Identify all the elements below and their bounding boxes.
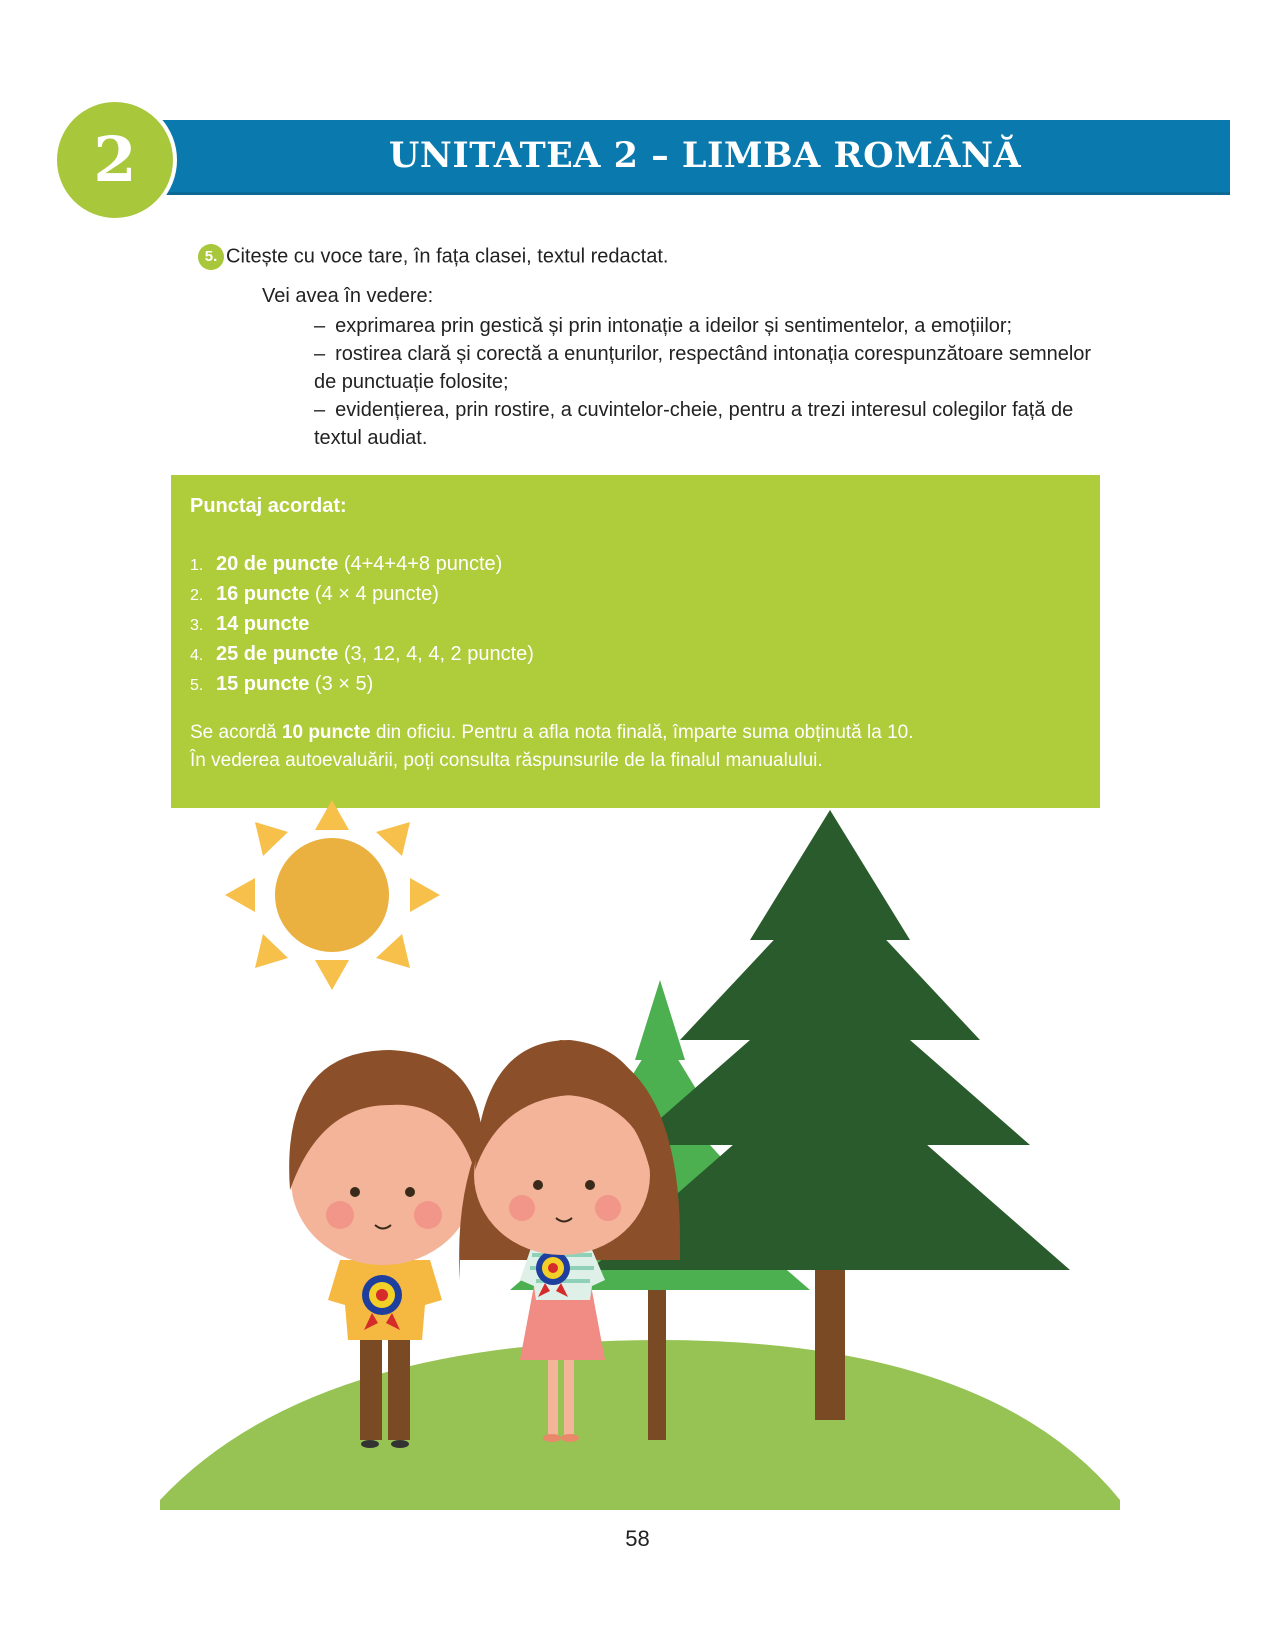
scoring-title: Punctaj acordat:: [190, 495, 347, 517]
unit-header-bar: [150, 120, 1230, 195]
task-number-badge: 5.: [198, 244, 224, 270]
scoring-note: Se acordă 10 puncte din oficiu. Pentru a afla nota finală, împarte suma obținută la 10. În vederea autoevaluării, poți consulta răspunsurile de la finalul manualului.: [190, 722, 914, 771]
sun-icon: [225, 800, 440, 990]
scoring-box: [171, 475, 1100, 808]
task-5: [198, 244, 668, 270]
page-number: 58: [625, 1526, 650, 1551]
task-text: Citește cu voce tare, în fața clasei, textul redactat.: [226, 245, 669, 268]
unit-number: 2: [93, 123, 137, 196]
consider-list: [314, 312, 1114, 452]
list-item: 1. 20 de puncte (4+4+4+8 puncte): [190, 553, 503, 575]
hill: [160, 1340, 1120, 1510]
consider-intro: Vei avea în vedere:: [262, 285, 434, 307]
list-item: – exprimarea prin gestică și prin intonație a ideilor și sentimentelor, a emoțiilor;: [314, 315, 1013, 337]
unit-number-badge: [53, 98, 177, 222]
unit-title: UNITATEA 2 – LIMBA ROMÂNĂ: [388, 135, 1022, 176]
list-item: 5. 15 puncte (3 × 5): [190, 673, 374, 695]
list-item: 2. 16 puncte (4 × 4 puncte): [190, 583, 439, 605]
list-item: 3. 14 puncte: [190, 613, 310, 635]
list-item: – evidențierea, prin rostire, a cuvintelor-cheie, pentru a trezi interesul colegilor față de textul audiat.: [314, 399, 1074, 449]
children-forest-illustration: [160, 800, 1120, 1510]
list-item: 4. 25 de puncte (3, 12, 4, 4, 2 puncte): [190, 643, 534, 665]
scoring-list: [190, 550, 534, 700]
list-item: – rostirea clară și corectă a enunțurilor, respectând intonația corespunzătoare semnelor de punctuație folosite;: [314, 343, 1092, 393]
